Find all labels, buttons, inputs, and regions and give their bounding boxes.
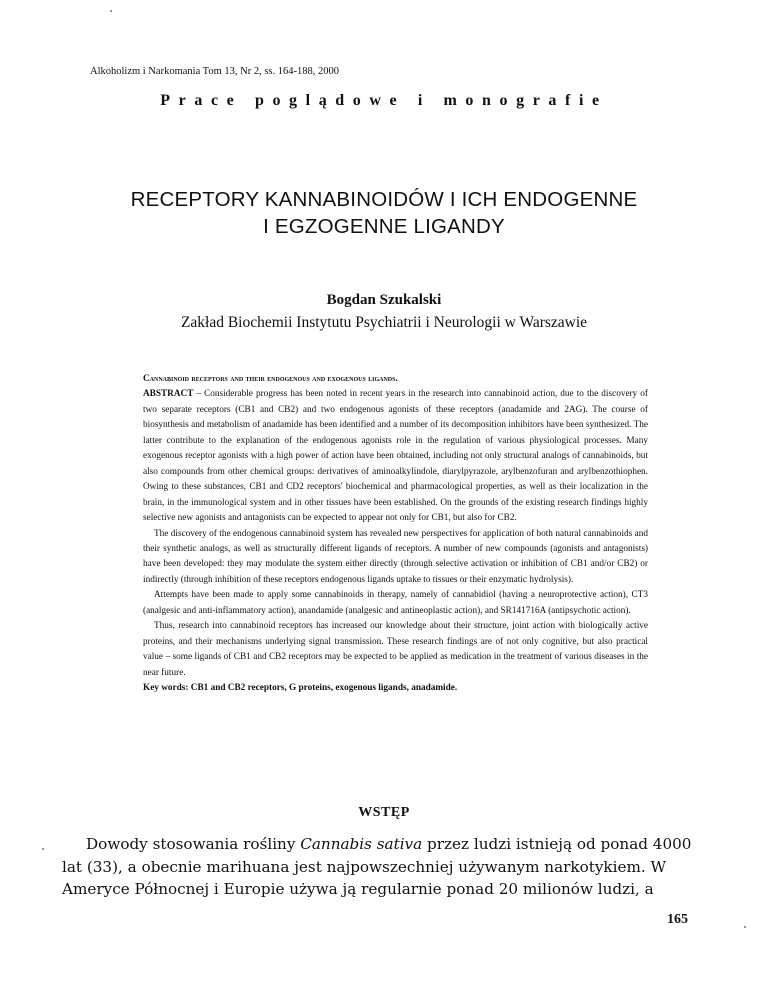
title-line-2: I EGZOGENNE LIGANDY xyxy=(263,215,505,238)
intro-line-2: lat (33), a obecnie marihuana jest najpowszechniej używanym narkotykiem. W xyxy=(62,857,667,876)
keywords-label: Key words: xyxy=(143,683,189,694)
abstract-label: ABSTRACT xyxy=(143,389,194,400)
scan-speck xyxy=(110,10,112,12)
scan-speck xyxy=(744,926,746,928)
abstract-paragraph-2: The discovery of the endogenous cannabinoid system has revealed new perspectives for application of both natural cannabinoids and their synthetic analogs, as well as structurally different ligands of receptors. A number of new compounds (agonists and antagonists) have been developed: they may modulate the system either directly (through selective activation or inhibition of CB1 and/or CB2) or indirectly (through inhibition of these receptors endogenous ligands uptake to tissues or their enzymatic hydrolysis). xyxy=(143,528,648,585)
intro-line-1-end: przez ludzi istnieją od ponad 4000 xyxy=(422,835,692,853)
abstract-paragraph-3: Attempts have been made to apply some cannabinoids in therapy, namely of cannabidiol (having a neuroprotective action), CT3 (analgesic and anti-inflammatory action), anandamide (analgesic and antineoplastic action), and SR141716A (antipsychotic action). xyxy=(143,590,648,616)
introduction-heading: WSTĘP xyxy=(358,805,410,820)
abstract-english-title: Cannabinoid receptors and their endogenous and exogenous ligands. xyxy=(143,374,398,384)
abstract-paragraph-4: Thus, research into cannabinoid receptors has increased our knowledge about their structure, joint action with biologically active proteins, and their mechanisms underlying signal transmission. These research findings are of not only cognitive, but also practical value – some ligands of CB1 and CB2 receptors may be expected to be applied as medication in the treatment of various diseases in the near future. xyxy=(143,621,648,678)
intro-line-1 xyxy=(62,833,702,856)
keywords-text: CB1 and CB2 receptors, G proteins, exogenous ligands, anadamide. xyxy=(188,683,458,694)
page-number: 165 xyxy=(667,912,688,927)
section-heading: Prace poglądowe i monografie xyxy=(160,92,608,109)
abstract-paragraph-1 xyxy=(143,387,648,526)
abstract-block xyxy=(143,372,648,697)
author-name: Bogdan Szukalski xyxy=(326,292,442,308)
intro-line-1-start: Dowody stosowania rośliny xyxy=(86,835,301,853)
intro-species-name: Cannabis sativa xyxy=(300,835,423,853)
abstract-paragraph-1-text: – Considerable progress has been noted in recent years in the research into cannabinoid action, due to the discovery of two separate receptors (CB1 and CB2) and two endogenous agonists of these receptors (anadamide and 2AG). The course of biosynthesis and metabolism of anadamide has been identified and a number of its decomposition inhibitors have been synthesized. The latter contribute to the explanation of the endogenous agonists role in the regulation of various physiological processes. Many exogenous receptor agonists with a high power of action have been obtained, including not only structural analogs of cannabinoids, but also compounds from other chemical groups: derivatives of aminoalkylindole, diarylpyrazole, arylbenzofuran and arylbenzothiophen. Owing to these substances, CB1 and CD2 receptors' biochemical and pharmacological properties, as well as their localization in the brain, in the immunological system and in other tissues have been established. On the grounds of the existing research findings highly selective new agonists and antagonists can be expected to appear not only for CB1, but also for CB2. xyxy=(143,389,648,524)
intro-line-3: Ameryce Północnej i Europie używa ją regularnie ponad 20 milionów ludzi, a xyxy=(62,880,654,899)
introduction-text xyxy=(62,833,702,901)
journal-citation: Alkoholizm i Narkomania Tom 13, Nr 2, ss. 164-188, 2000 xyxy=(90,66,340,77)
keywords-line xyxy=(143,681,648,696)
author-affiliation: Zakład Biochemii Instytutu Psychiatrii i Neurologii w Warszawie xyxy=(180,314,588,331)
article-title xyxy=(60,186,708,240)
title-line-1: RECEPTORY KANNABINOIDÓW I ICH ENDOGENNE xyxy=(130,188,638,211)
scan-speck xyxy=(42,848,44,850)
